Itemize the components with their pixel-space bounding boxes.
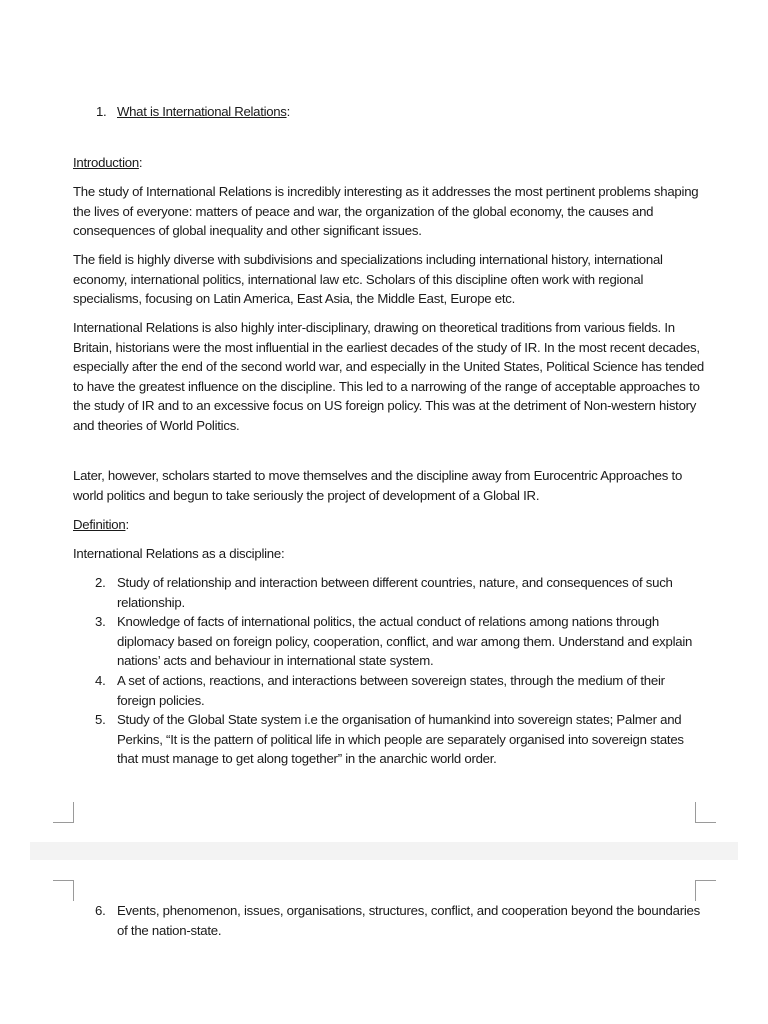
document-page-2 xyxy=(30,860,738,1024)
definition-label: Definition: xyxy=(73,517,129,532)
intro-paragraph-1: The study of International Relations is incredibly interesting as it addresses the most pertinent problems shaping the lives of everyone: matters of peace and war, the organization of the global economy, the causes and consequences of global inequality and other significant issues. xyxy=(73,184,699,239)
list-item: 2. Study of relationship and interaction between different countries, nature, and consequences of such relationship. xyxy=(95,575,673,610)
page-corner-mark xyxy=(695,880,716,901)
introduction-label: Introduction: xyxy=(73,155,143,170)
page2-list xyxy=(73,901,705,940)
list-item: 5. Study of the Global State system i.e the organisation of humankind into sovereign states; Palmer and Perkins, “It is the pattern of political life in which people are separately organised into sovereign states that must manage to get along together” in the anarchic world order. xyxy=(95,712,684,767)
list-item: 4. A set of actions, reactions, and interactions between sovereign states, through the medium of their foreign policies. xyxy=(95,672,665,708)
definition-list xyxy=(73,573,705,769)
definition-lead: International Relations as a discipline: xyxy=(73,546,285,561)
page-corner-mark xyxy=(53,880,74,901)
list-item: 3. Knowledge of facts of international politics, the actual conduct of relations among nations through diplomacy based on foreign policy, cooperation, conflict, and war among them. Understand and explain nations’ acts and behaviour in international state system. xyxy=(95,614,693,669)
list-item: 6. Events, phenomenon, issues, organisations, structures, conflict, and cooperation beyond the boundaries of the nation-state. xyxy=(95,903,700,938)
intro-paragraph-4: Later, however, scholars started to move themselves and the discipline away from Eurocentric Approaches to world politics and begun to take seriously the project of development of a Global IR. xyxy=(73,468,683,503)
page-corner-mark xyxy=(53,802,74,823)
intro-paragraph-2: The field is highly diverse with subdivisions and specializations including international history, international economy, international politics, international law etc. Scholars of this discipline often work with regional specialisms, focusing on Latin America, East Asia, the Middle East, Europe etc. xyxy=(73,252,663,307)
page-break-gap xyxy=(30,842,738,860)
section-heading: 1. What is International Relations: xyxy=(96,104,290,119)
intro-paragraph-3: International Relations is also highly inter-disciplinary, drawing on theoretical traditions from various fields. In Britain, historians were the most influential in the earliest decades of the study of IR. In the most recent decades, especially after the end of the second world war, and especially in the United States, Political Science has tended to have the greatest influence on the discipline. This led to a narrowing of the range of acceptable approaches to the study of IR and to an excessive focus on US foreign policy. This was at the detriment of Non-western history and theories of World Politics. xyxy=(73,320,705,433)
heading-title: What is International Relations xyxy=(117,104,287,119)
heading-number: 1. xyxy=(96,104,107,119)
page-corner-mark xyxy=(695,802,716,823)
